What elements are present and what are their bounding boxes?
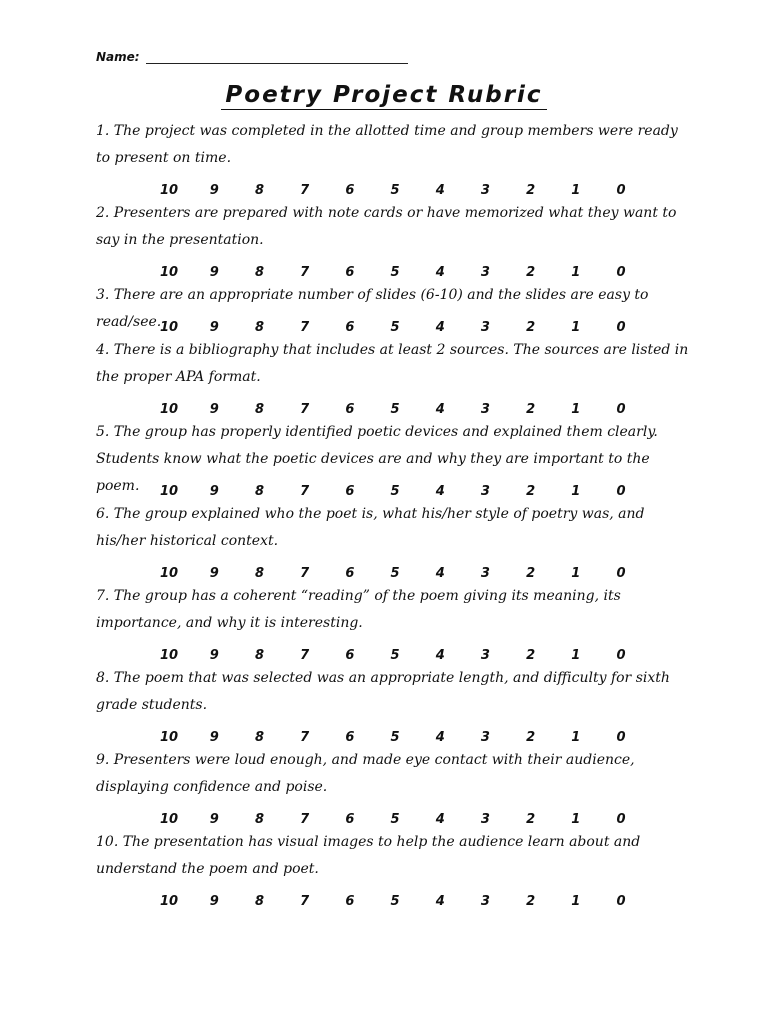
score-option[interactable]: 10 [160,730,179,745]
score-option[interactable]: 9 [209,566,219,581]
score-option[interactable]: 6 [345,484,355,499]
score-option[interactable]: 8 [254,183,264,198]
rubric-item [96,583,696,665]
rubric-item [96,665,696,747]
rubric-item [96,419,696,501]
page-title: Poetry Project Rubric [221,82,546,110]
score-option[interactable]: 3 [480,183,490,198]
score-option[interactable]: 4 [435,265,445,280]
score-option[interactable]: 6 [345,183,355,198]
score-option[interactable]: 8 [254,812,264,827]
rubric-item [96,282,696,337]
score-option[interactable]: 9 [209,402,219,417]
score-option[interactable]: 9 [209,730,219,745]
score-option[interactable]: 3 [480,812,490,827]
rubric-criterion-text: 6. The group explained who the poet is, what his/her style of poetry was, and his/her historical context. [96,506,645,549]
score-option[interactable]: 6 [345,730,355,745]
score-option[interactable]: 4 [435,320,445,335]
score-option[interactable]: 3 [480,894,490,909]
score-option[interactable]: 1 [571,812,581,827]
score-option[interactable]: 5 [390,566,400,581]
score-option[interactable]: 0 [616,566,626,581]
rubric-criterion-text: 10. The presentation has visual images to help the audience learn about and understand the poem and poet. [96,834,641,877]
score-option[interactable]: 4 [435,183,445,198]
score-scale [160,265,630,280]
rubric-item [96,501,696,583]
score-option[interactable]: 6 [345,648,355,663]
score-scale [160,894,630,909]
score-option[interactable]: 10 [160,484,179,499]
rubric-criterion-text: 9. Presenters were loud enough, and made eye contact with their audience, displaying confidence and poise. [96,752,635,795]
score-option[interactable]: 10 [160,183,179,198]
score-option[interactable]: 10 [160,648,179,663]
score-option[interactable]: 0 [616,320,626,335]
score-option[interactable]: 2 [526,484,536,499]
score-option[interactable]: 2 [526,183,536,198]
score-option[interactable]: 1 [571,484,581,499]
rubric-criterion-text: 1. The project was completed in the allotted time and group members were ready to present on time. [96,123,678,166]
score-option[interactable]: 0 [616,484,626,499]
score-option[interactable]: 9 [209,648,219,663]
score-option[interactable]: 5 [390,894,400,909]
score-option[interactable]: 1 [571,648,581,663]
rubric-item [96,200,696,282]
score-option[interactable]: 1 [571,402,581,417]
rubric-item [96,829,696,911]
score-option[interactable]: 7 [300,812,310,827]
score-scale [160,320,630,335]
score-option[interactable]: 10 [160,566,179,581]
score-option[interactable]: 0 [616,265,626,280]
score-option[interactable]: 0 [616,183,626,198]
rubric-item [96,118,696,200]
score-option[interactable]: 5 [390,265,400,280]
score-option[interactable]: 8 [254,730,264,745]
score-option[interactable]: 7 [300,265,310,280]
rubric-item [96,747,696,829]
score-option[interactable]: 3 [480,320,490,335]
rubric-criterion-text: 7. The group has a coherent “reading” of the poem giving its meaning, its importance, and why it is interesting. [96,588,621,631]
score-option[interactable]: 1 [571,894,581,909]
score-option[interactable]: 1 [571,265,581,280]
score-option[interactable]: 7 [300,402,310,417]
score-option[interactable]: 5 [390,320,400,335]
score-option[interactable]: 6 [345,566,355,581]
score-option[interactable]: 9 [209,183,219,198]
score-option[interactable]: 7 [300,566,310,581]
score-option[interactable]: 6 [345,265,355,280]
score-option[interactable]: 3 [480,265,490,280]
rubric-criterion-text: 2. Presenters are prepared with note cards or have memorized what they want to say in the presentation. [96,205,677,248]
score-option[interactable]: 9 [209,265,219,280]
score-scale [160,730,630,745]
score-option[interactable]: 2 [526,265,536,280]
score-option[interactable]: 7 [300,320,310,335]
score-option[interactable]: 4 [435,402,445,417]
score-option[interactable]: 4 [435,730,445,745]
score-option[interactable]: 5 [390,402,400,417]
score-scale [160,812,630,827]
score-option[interactable]: 7 [300,648,310,663]
score-option[interactable]: 2 [526,730,536,745]
score-option[interactable]: 10 [160,812,179,827]
score-option[interactable]: 1 [571,566,581,581]
score-option[interactable]: 2 [526,566,536,581]
score-option[interactable]: 5 [390,484,400,499]
score-option[interactable]: 0 [616,648,626,663]
score-option[interactable]: 7 [300,894,310,909]
score-scale [160,183,630,198]
score-option[interactable]: 0 [616,402,626,417]
score-option[interactable]: 6 [345,320,355,335]
score-option[interactable]: 10 [160,265,179,280]
rubric-item [96,337,696,419]
score-option[interactable]: 9 [209,484,219,499]
score-option[interactable]: 0 [616,730,626,745]
score-option[interactable]: 6 [345,894,355,909]
score-option[interactable]: 2 [526,402,536,417]
score-option[interactable]: 7 [300,730,310,745]
score-option[interactable]: 1 [571,183,581,198]
score-scale [160,566,630,581]
score-option[interactable]: 5 [390,812,400,827]
score-option[interactable]: 4 [435,812,445,827]
score-option[interactable]: 2 [526,812,536,827]
score-option[interactable]: 6 [345,812,355,827]
rubric-criterion-text: 3. There are an appropriate number of slides (6-10) and the slides are easy to read/see. [96,287,649,330]
score-option[interactable]: 8 [254,402,264,417]
score-option[interactable]: 2 [526,894,536,909]
score-option[interactable]: 3 [480,402,490,417]
score-scale [160,484,630,499]
rubric-criterion-text: 8. The poem that was selected was an appropriate length, and difficulty for sixth grade students. [96,670,670,713]
score-option[interactable]: 4 [435,484,445,499]
score-option[interactable]: 7 [300,183,310,198]
rubric-criterion-text: 4. There is a bibliography that includes at least 2 sources. The sources are listed in the proper APA format. [96,342,689,385]
score-option[interactable]: 3 [480,566,490,581]
score-option[interactable]: 6 [345,402,355,417]
score-option[interactable]: 5 [390,183,400,198]
score-option[interactable]: 5 [390,730,400,745]
score-scale [160,648,630,663]
score-option[interactable]: 8 [254,894,264,909]
score-option[interactable]: 10 [160,402,179,417]
page-title-container [0,82,768,108]
rubric-list [96,118,696,911]
score-option[interactable]: 10 [160,320,179,335]
name-field [96,50,408,64]
name-label: Name: [96,50,140,64]
score-option[interactable]: 2 [526,320,536,335]
score-option[interactable]: 1 [571,320,581,335]
score-option[interactable]: 8 [254,648,264,663]
score-option[interactable]: 3 [480,484,490,499]
score-option[interactable]: 4 [435,566,445,581]
score-option[interactable]: 9 [209,894,219,909]
score-option[interactable]: 4 [435,894,445,909]
score-option[interactable]: 3 [480,730,490,745]
score-option[interactable]: 2 [526,648,536,663]
score-option[interactable]: 7 [300,484,310,499]
score-option[interactable]: 0 [616,812,626,827]
rubric-criterion-text: 5. The group has properly identified poetic devices and explained them clearly. Students know what the poetic devices are and why they are important to the poem. [96,424,658,494]
score-option[interactable]: 9 [209,812,219,827]
score-option[interactable]: 10 [160,894,179,909]
score-option[interactable]: 9 [209,320,219,335]
name-blank-line[interactable] [146,51,408,64]
score-option[interactable]: 8 [254,566,264,581]
score-option[interactable]: 3 [480,648,490,663]
score-option[interactable]: 8 [254,484,264,499]
score-option[interactable]: 1 [571,730,581,745]
score-option[interactable]: 5 [390,648,400,663]
score-option[interactable]: 8 [254,320,264,335]
score-scale [160,402,630,417]
score-option[interactable]: 4 [435,648,445,663]
score-option[interactable]: 0 [616,894,626,909]
score-option[interactable]: 8 [254,265,264,280]
